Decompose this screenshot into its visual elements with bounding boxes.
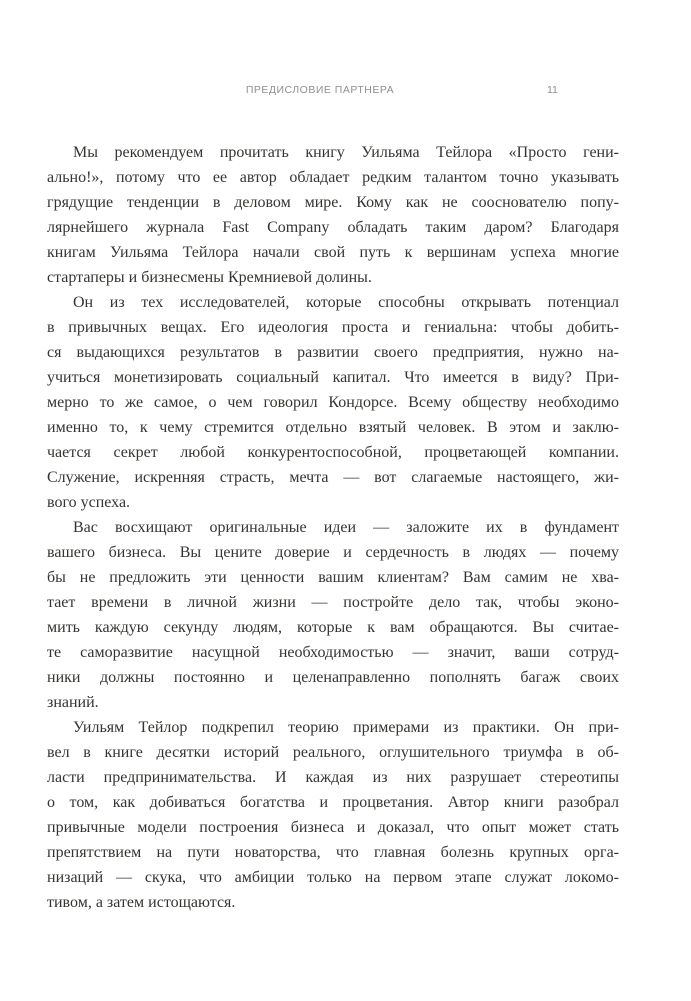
text-line: низаций — скука, что амбиции только на первом этапе служат локомо- xyxy=(47,869,619,886)
text-line: именно то, к чему стремится отдельно взятый человек. В этом и заклю- xyxy=(47,419,619,436)
body-text xyxy=(47,140,619,915)
text-line: ся выдающихся результатов в развитии своего предприятия, нужно на- xyxy=(47,344,619,361)
text-line: знаний. xyxy=(47,694,99,711)
paragraph xyxy=(47,140,619,290)
text-line: мерно то же самое, о чем говорил Кондорсе. Всему обществу необходимо xyxy=(47,394,619,411)
text-line: грядущие тенденции в деловом мире. Кому как не сооснователю попу- xyxy=(47,194,619,211)
paragraph xyxy=(47,515,619,715)
text-line: Он из тех исследователей, которые способны открывать потенциал xyxy=(73,294,619,311)
text-line: книгам Уильяма Тейлора начали свой путь к вершинам успеха многие xyxy=(47,244,619,261)
text-line: ники должны постоянно и целенаправленно пополнять багаж своих xyxy=(47,669,619,686)
text-line: о том, как добиваться богатства и процветания. Автор книги разобрал xyxy=(47,794,619,811)
text-line: вашего бизнеса. Вы цените доверие и сердечность в людях — почему xyxy=(47,544,619,561)
text-line: те саморазвитие насущной необходимостью — значит, ваши сотруд- xyxy=(47,644,619,661)
text-line: тает времени в личной жизни — постройте дело так, чтобы эконо- xyxy=(47,594,619,611)
page-number: 11 xyxy=(547,84,558,96)
text-line: вого успеха. xyxy=(47,494,131,511)
text-line: в привычных вещах. Его идеология проста и гениальна: чтобы добить- xyxy=(47,319,619,336)
running-head: ПРЕДИСЛОВИЕ ПАРТНЕРА xyxy=(245,84,395,96)
text-line: мить каждую секунду людям, которые к вам обращаются. Вы считае- xyxy=(47,619,619,636)
text-line: бы не предложить эти ценности вашим клиентам? Вам самим не хва- xyxy=(47,569,619,586)
text-line: чается секрет любой конкурентоспособной, процветающей компании. xyxy=(47,444,619,461)
text-line: Служение, искренняя страсть, мечта — вот слагаемые настоящего, жи- xyxy=(47,469,619,486)
text-line: ласти предпринимательства. И каждая из них разрушает стереотипы xyxy=(47,769,619,786)
text-line: Мы рекомендуем прочитать книгу Уильяма Тейлора «Просто гени- xyxy=(73,144,619,161)
paragraph xyxy=(47,290,619,515)
text-line: Уильям Тейлор подкрепил теорию примерами из практики. Он при- xyxy=(73,719,619,736)
text-line: стартаперы и бизнесмены Кремниевой долины. xyxy=(47,269,372,286)
text-line: ально!», потому что ее автор обладает редким талантом точно указывать xyxy=(47,169,619,186)
text-line: учиться монетизировать социальный капитал. Что имеется в виду? При- xyxy=(47,369,619,386)
text-line: лярнейшего журнала Fast Company обладать таким даром? Благодаря xyxy=(47,219,619,236)
text-line: вел в книге десятки историй реального, оглушительного триумфа в об- xyxy=(47,744,619,761)
text-line: Вас восхищают оригинальные идеи — заложите их в фундамент xyxy=(73,519,619,536)
text-line: привычные модели построения бизнеса и доказал, что опыт может стать xyxy=(47,819,619,836)
text-line: препятствием на пути новаторства, что главная болезнь крупных орга- xyxy=(47,844,619,861)
text-line: тивом, а затем истощаются. xyxy=(47,894,236,911)
paragraph xyxy=(47,715,619,915)
